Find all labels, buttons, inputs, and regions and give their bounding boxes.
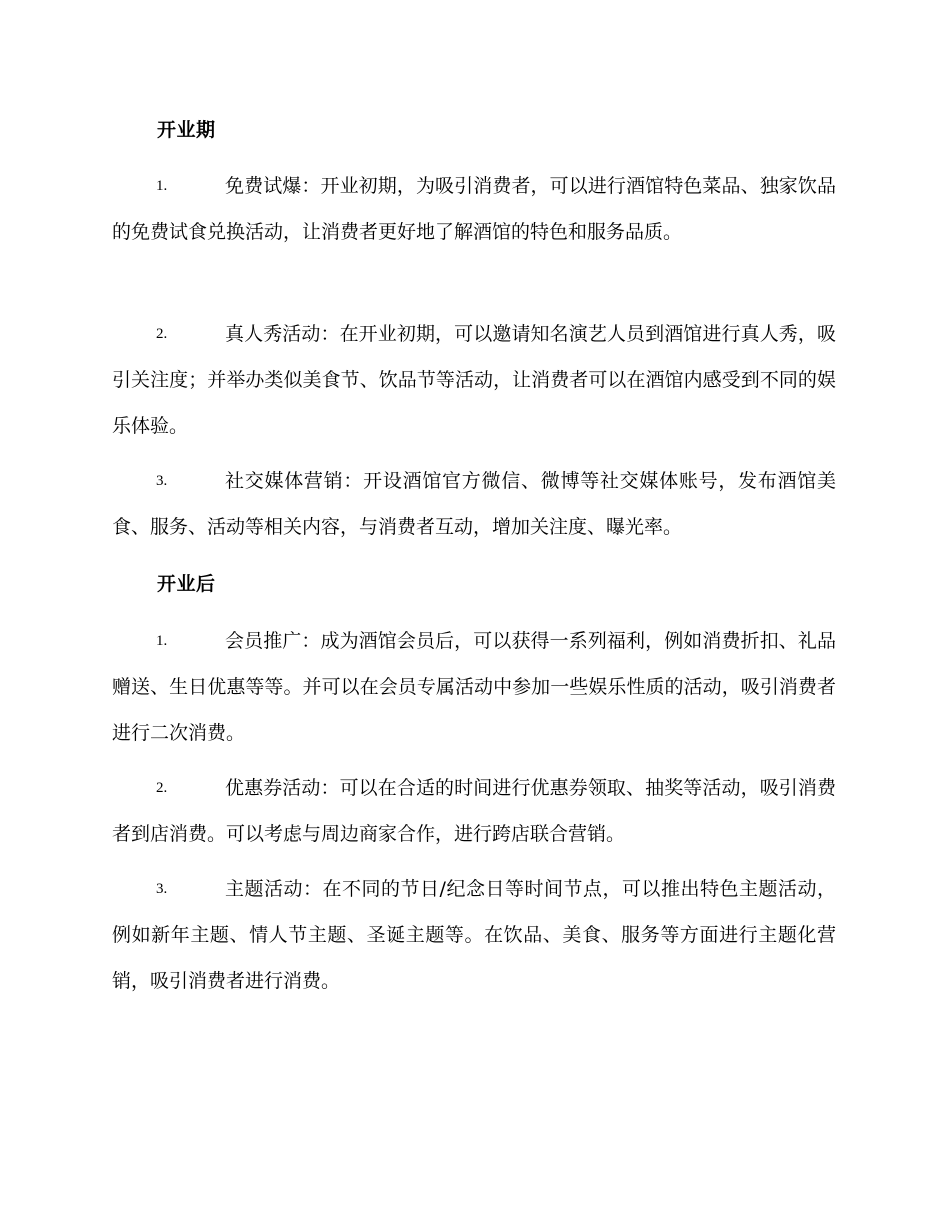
item-number: 1.	[156, 178, 168, 194]
item-number: 1.	[156, 633, 168, 649]
item-text: 社交媒体营销：开设酒馆官方微信、微博等社交媒体账号，发布酒馆美食、服务、活动等相关内容，与消费者互动，增加关注度、曝光率。	[112, 470, 836, 538]
section-heading-opening-period: 开业期	[157, 119, 216, 141]
item-number: 3.	[156, 473, 168, 489]
list-item	[112, 618, 836, 756]
item-number: 3.	[156, 881, 168, 897]
section-heading-after-opening: 开业后	[157, 573, 216, 595]
item-text: 免费试爆：开业初期，为吸引消费者，可以进行酒馆特色菜品、独家饮品的免费试食兑换活动，让消费者更好地了解酒馆的特色和服务品质。	[112, 175, 836, 243]
item-text: 主题活动：在不同的节日/纪念日等时间节点，可以推出特色主题活动，例如新年主题、情人节主题、圣诞主题等。在饮品、美食、服务等方面进行主题化营销，吸引消费者进行消费。	[112, 878, 836, 992]
item-number: 2.	[156, 780, 168, 796]
item-text: 会员推广：成为酒馆会员后，可以获得一系列福利，例如消费折扣、礼品赠送、生日优惠等等。并可以在会员专属活动中参加一些娱乐性质的活动，吸引消费者进行二次消费。	[112, 630, 836, 744]
item-text: 优惠券活动：可以在合适的时间进行优惠券领取、抽奖等活动，吸引消费者到店消费。可以考虑与周边商家合作，进行跨店联合营销。	[112, 777, 836, 845]
list-item	[112, 458, 836, 550]
list-item	[112, 866, 836, 1004]
list-item	[112, 163, 836, 255]
item-number: 2.	[156, 326, 168, 342]
item-text: 真人秀活动：在开业初期，可以邀请知名演艺人员到酒馆进行真人秀，吸引关注度；并举办类似美食节、饮品节等活动，让消费者可以在酒馆内感受到不同的娱乐体验。	[112, 323, 836, 437]
list-item	[112, 311, 836, 449]
list-item	[112, 765, 836, 857]
